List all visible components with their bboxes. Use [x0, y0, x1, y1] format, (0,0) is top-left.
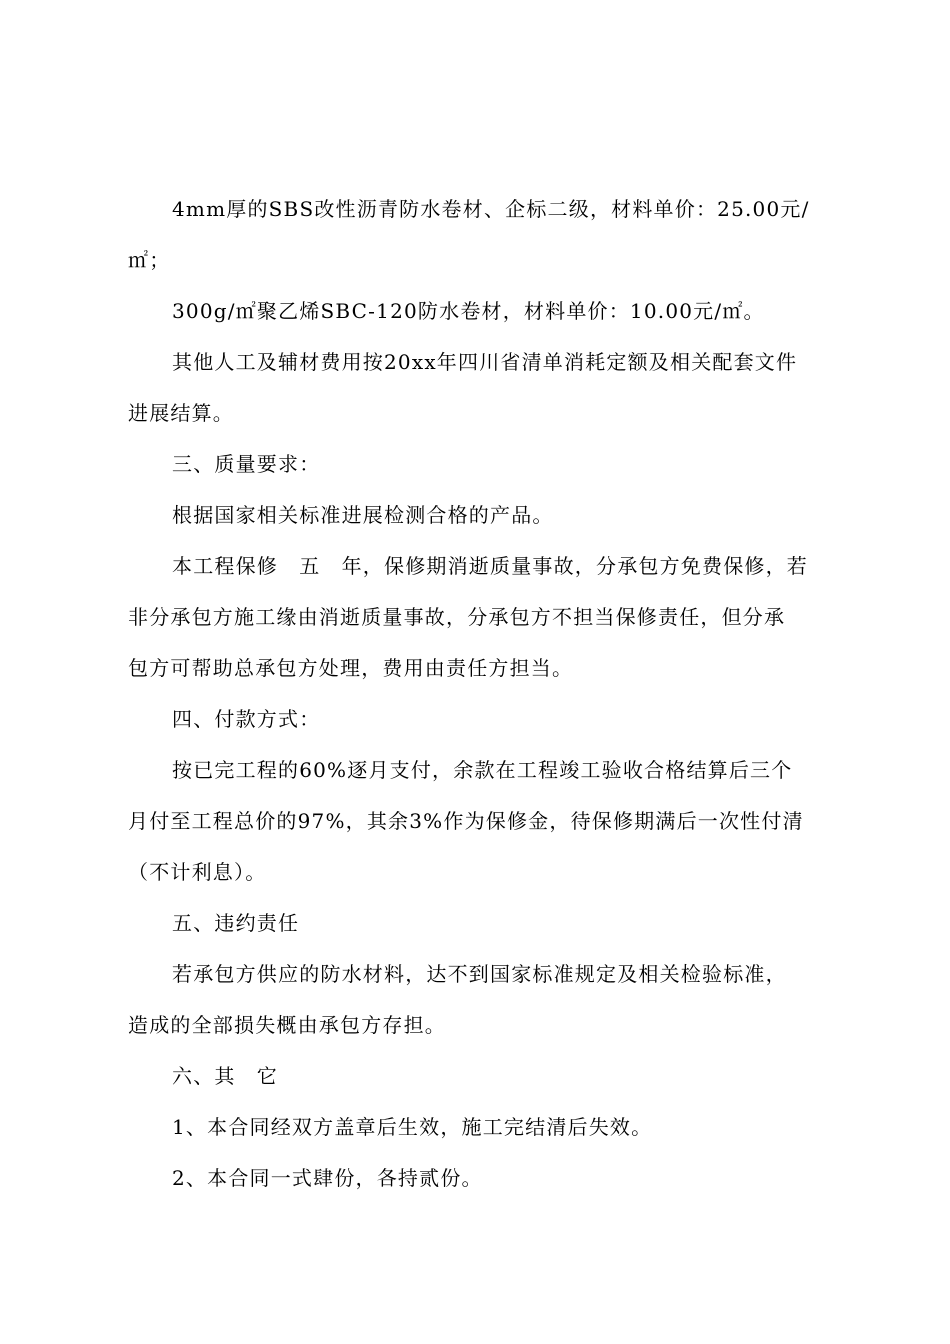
warranty-paragraph: 本工程保修 五 年，保修期消逝质量事故，分承包方免费保修，若 — [172, 554, 808, 578]
liability-paragraph: 若承包方供应的防水材料，达不到国家标准规定及相关检验标准， — [172, 962, 787, 986]
payment-paragraph: 按已完工程的60%逐月支付，余款在工程竣工验收合格结算后三个 — [172, 758, 793, 782]
quality-paragraph: 根据国家相关标准进展检测合格的产品。 — [172, 503, 554, 527]
material-line-1-cont: ㎡； — [128, 248, 171, 272]
warranty-paragraph-cont-1: 非分承包方施工缘由消逝质量事故，分承包方不担当保修责任，但分承 — [128, 605, 786, 629]
section-heading-liability: 五、违约责任 — [172, 911, 300, 935]
payment-paragraph-cont-1: 月付至工程总价的97%，其余3%作为保修金，待保修期满后一次性付清 — [128, 809, 804, 833]
liability-paragraph-cont: 造成的全部损失概由承包方存担。 — [128, 1013, 446, 1037]
other-costs-paragraph: 其他人工及辅材费用按20xx年四川省清单消耗定额及相关配套文件 — [172, 350, 798, 374]
other-clause-1: 1、本合同经双方盖章后生效，施工完结清后失效。 — [172, 1115, 653, 1139]
other-costs-paragraph-cont: 进展结算。 — [128, 401, 234, 425]
section-heading-payment: 四、付款方式： — [172, 707, 321, 731]
section-heading-other: 六、其 它 — [172, 1064, 278, 1088]
material-line-2: 300g/㎡聚乙烯SBC-120防水卷材，材料单价：10.00元/㎡。 — [172, 299, 765, 323]
section-heading-quality: 三、质量要求： — [172, 452, 321, 476]
material-line-1: 4mm厚的SBS改性沥青防水卷材、企标二级，材料单价：25.00元/ — [172, 197, 810, 221]
payment-paragraph-cont-2: （不计利息）。 — [128, 860, 267, 884]
warranty-paragraph-cont-2: 包方可帮助总承包方处理，费用由责任方担当。 — [128, 656, 574, 680]
other-clause-2: 2、本合同一式肆份，各持贰份。 — [172, 1166, 483, 1190]
